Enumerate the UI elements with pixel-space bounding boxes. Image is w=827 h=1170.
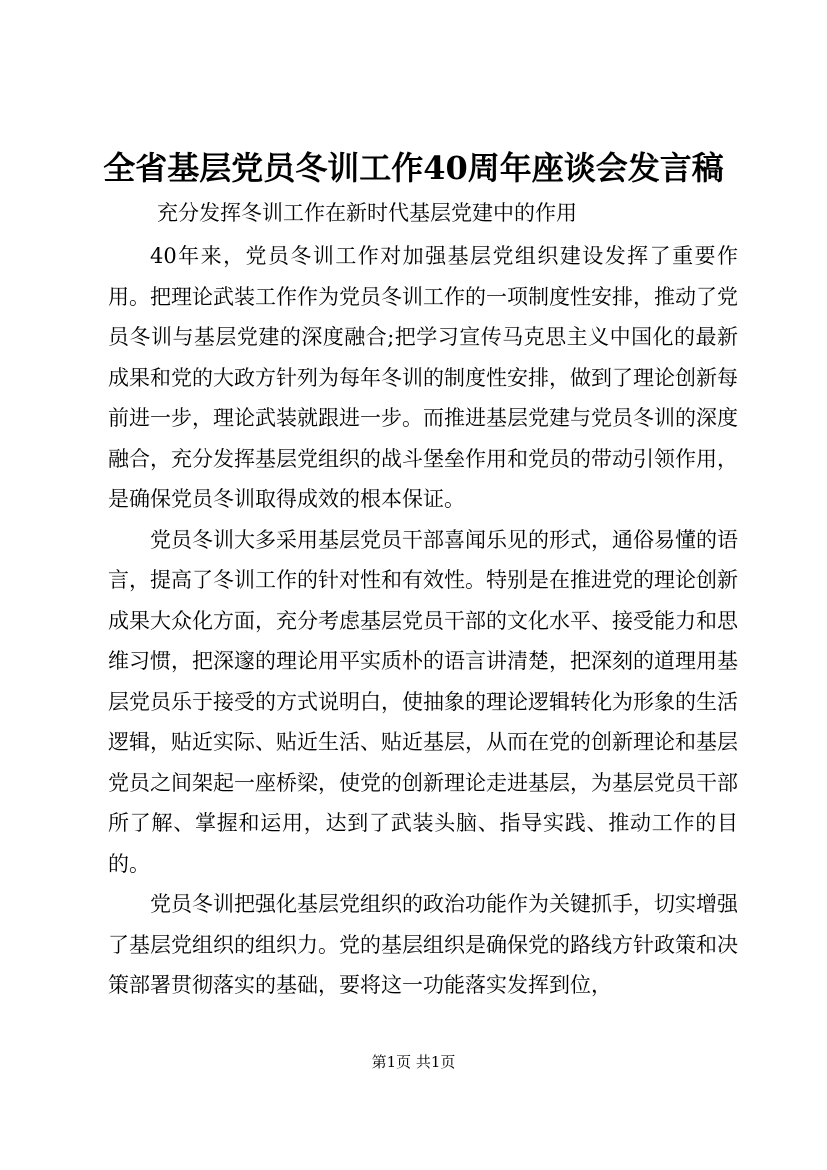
body-paragraph: 40年来，党员冬训工作对加强基层党组织建设发挥了重要作用。把理论武装工作作为党员冬训工作的一项制度性安排，推动了党员冬训与基层党建的深度融合;把学习宣传马克思主义中国化的最新成果和党的大政方针列为每年冬训的制度性安排，做到了理论创新每前进一步，理论武装就跟进一步。而推进基层党建与党员冬训的深度融合，充分发挥基层党组织的战斗堡垒作用和党员的带动引领作用，是确保党员冬训取得成效的根本保证。 [108, 244, 738, 511]
body-paragraph: 党员冬训大多采用基层党员干部喜闻乐见的形式，通俗易懂的语言，提高了冬训工作的针对性和有效性。特别是在推进党的理论创新成果大众化方面，充分考虑基层党员干部的文化水平、接受能力和思维习惯，把深邃的理论用平实质朴的语言讲清楚，把深刻的道理用基层党员乐于接受的方式说明白，使抽象的理论逻辑转化为形象的生活逻辑，贴近实际、贴近生活、贴近基层，从而在党的创新理论和基层党员之间架起一座桥梁，使党的创新理论走进基层，为基层党员干部所了解、掌握和运用，达到了武装头脑、指导实践、推动工作的目的。 [108, 527, 738, 876]
page-footer [0, 1052, 827, 1072]
document-body [108, 236, 738, 1006]
page-number: 第1页 共1页 [371, 1053, 456, 1071]
document-subtitle: 充分发挥冬训工作在新时代基层党建中的作用 [157, 201, 577, 225]
body-paragraph: 党员冬训把强化基层党组织的政治功能作为关键抓手，切实增强了基层党组织的组织力。党的基层组织是确保党的路线方针政策和决策部署贯彻落实的基础，要将这一功能落实发挥到位， [108, 892, 738, 997]
document-title: 全省基层党员冬训工作40周年座谈会发言稿 [103, 149, 724, 187]
